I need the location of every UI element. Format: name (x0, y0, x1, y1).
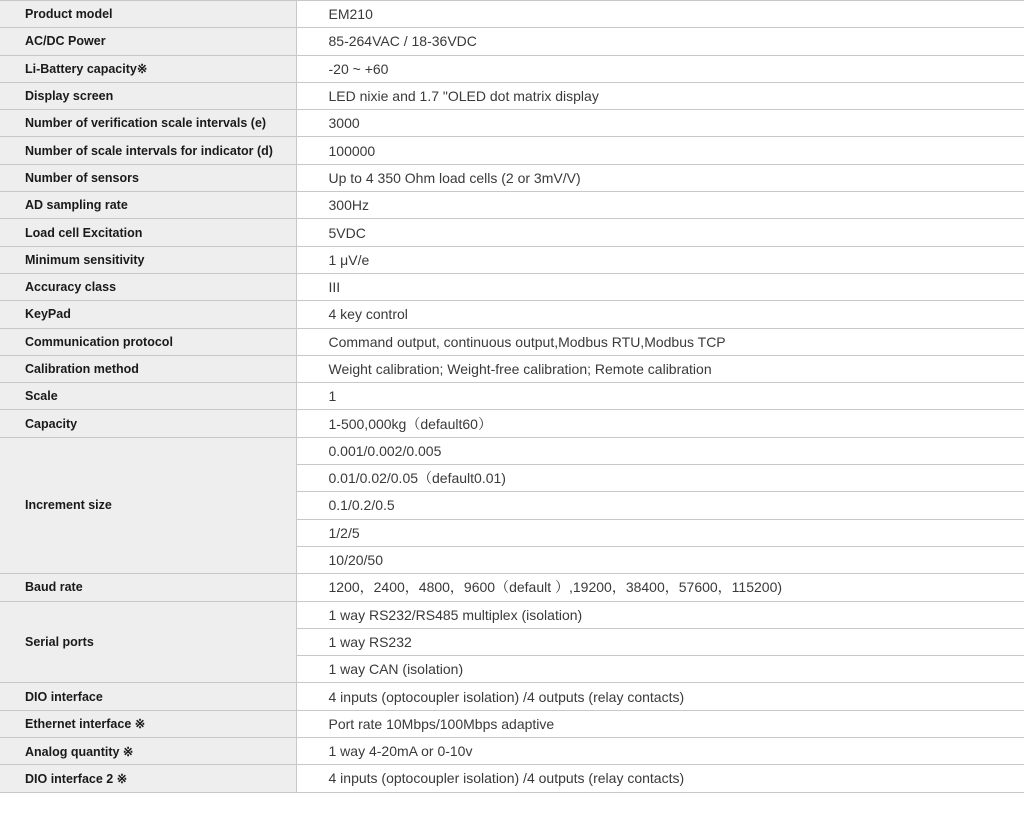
spec-label: Number of sensors (0, 164, 296, 191)
spec-label: Scale (0, 383, 296, 410)
spec-value: 85-264VAC / 18-36VDC (296, 28, 1024, 55)
spec-value: Command output, continuous output,Modbus RTU,Modbus TCP (296, 328, 1024, 355)
spec-value: 4 key control (296, 301, 1024, 328)
spec-row (0, 192, 1024, 219)
spec-row (0, 137, 1024, 164)
spec-value: 1 way CAN (isolation) (296, 656, 1024, 683)
spec-label: Li-Battery capacity※ (0, 55, 296, 82)
spec-row (0, 164, 1024, 191)
spec-label: AC/DC Power (0, 28, 296, 55)
spec-row (0, 765, 1024, 792)
spec-row (0, 219, 1024, 246)
spec-label: KeyPad (0, 301, 296, 328)
spec-value: 0.1/0.2/0.5 (296, 492, 1024, 519)
spec-row (0, 246, 1024, 273)
spec-row (0, 574, 1024, 601)
spec-row (0, 410, 1024, 437)
spec-value: 1 (296, 383, 1024, 410)
spec-label: Ethernet interface ※ (0, 710, 296, 737)
spec-label: Accuracy class (0, 273, 296, 300)
spec-label: Product model (0, 1, 296, 28)
spec-label: Analog quantity ※ (0, 738, 296, 765)
spec-label: Load cell Excitation (0, 219, 296, 246)
spec-value: EM210 (296, 1, 1024, 28)
spec-value: III (296, 273, 1024, 300)
spec-value: 4 inputs (optocoupler isolation) /4 outputs (relay contacts) (296, 683, 1024, 710)
spec-value: -20 ~ +60 (296, 55, 1024, 82)
spec-label: AD sampling rate (0, 192, 296, 219)
spec-row (0, 383, 1024, 410)
spec-row (0, 437, 1024, 464)
spec-value: 1 way 4-20mA or 0-10v (296, 738, 1024, 765)
spec-label: DIO interface (0, 683, 296, 710)
spec-value: Up to 4 350 Ohm load cells (2 or 3mV/V) (296, 164, 1024, 191)
spec-label: Communication protocol (0, 328, 296, 355)
spec-row (0, 301, 1024, 328)
spec-row (0, 738, 1024, 765)
spec-value: 4 inputs (optocoupler isolation) /4 outputs (relay contacts) (296, 765, 1024, 792)
spec-row (0, 355, 1024, 382)
spec-row (0, 110, 1024, 137)
spec-label: Baud rate (0, 574, 296, 601)
spec-value: 1 way RS232/RS485 multiplex (isolation) (296, 601, 1024, 628)
spec-row (0, 601, 1024, 628)
spec-value: 10/20/50 (296, 546, 1024, 573)
spec-value: 1 μV/e (296, 246, 1024, 273)
spec-value: 0.01/0.02/0.05（default0.01) (296, 465, 1024, 492)
spec-label: DIO interface 2 ※ (0, 765, 296, 792)
spec-value: 100000 (296, 137, 1024, 164)
spec-value: 1/2/5 (296, 519, 1024, 546)
spec-row (0, 710, 1024, 737)
spec-value: 5VDC (296, 219, 1024, 246)
spec-label: Number of verification scale intervals (e) (0, 110, 296, 137)
spec-value: LED nixie and 1.7 "OLED dot matrix display (296, 82, 1024, 109)
spec-label: Minimum sensitivity (0, 246, 296, 273)
spec-row (0, 82, 1024, 109)
spec-label: Display screen (0, 82, 296, 109)
spec-label: Increment size (0, 437, 296, 573)
spec-label: Calibration method (0, 355, 296, 382)
spec-label: Capacity (0, 410, 296, 437)
spec-row (0, 1, 1024, 28)
spec-value: Port rate 10Mbps/100Mbps adaptive (296, 710, 1024, 737)
spec-row (0, 683, 1024, 710)
spec-value: 0.001/0.002/0.005 (296, 437, 1024, 464)
spec-value: 300Hz (296, 192, 1024, 219)
spec-row (0, 28, 1024, 55)
spec-row (0, 273, 1024, 300)
spec-label: Number of scale intervals for indicator (d) (0, 137, 296, 164)
spec-label: Serial ports (0, 601, 296, 683)
spec-value: 3000 (296, 110, 1024, 137)
spec-value: 1 way RS232 (296, 628, 1024, 655)
spec-table-body (0, 1, 1024, 793)
spec-row (0, 55, 1024, 82)
spec-value: Weight calibration; Weight-free calibration; Remote calibration (296, 355, 1024, 382)
spec-value: 1-500,000kg（default60） (296, 410, 1024, 437)
spec-row (0, 328, 1024, 355)
spec-value: 1200，2400，4800，9600（default ）,19200，38400，57600，115200) (296, 574, 1024, 601)
